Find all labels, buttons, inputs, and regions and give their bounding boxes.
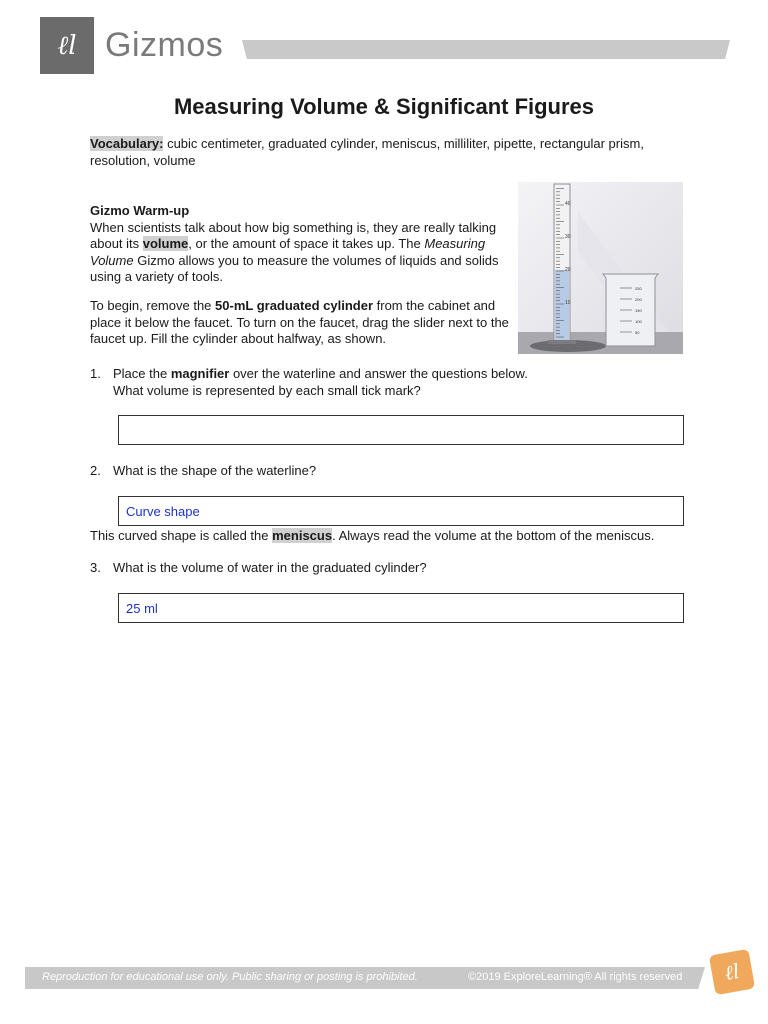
- vocabulary-terms: cubic centimeter, graduated cylinder, meniscus, milliliter, pipette, rectangular prism, resolution, volume: [90, 136, 644, 168]
- meniscus-note: [90, 528, 654, 543]
- volume-highlight: volume: [142, 236, 189, 251]
- beaker-tick-label: 250: [635, 286, 642, 291]
- tick-label: 10: [565, 300, 571, 306]
- note-text: . Always read the volume at the bottom of the meniscus.: [332, 528, 655, 543]
- question-text-part: What volume is represented by each small tick mark?: [113, 382, 421, 398]
- vocabulary-paragraph: [90, 136, 670, 169]
- header-decor-bar: [242, 40, 730, 59]
- page-title: Measuring Volume & Significant Figures: [173, 94, 595, 119]
- lab-illustration: [518, 182, 683, 354]
- answer-field-2[interactable]: Curve shape: [118, 496, 684, 526]
- instructions-paragraph: [90, 298, 510, 348]
- tick-label: 40: [565, 201, 571, 207]
- graduated-cylinder-figure: [518, 182, 683, 354]
- note-text: This curved shape is called the: [90, 528, 273, 543]
- beaker-tick-label: 150: [635, 308, 642, 313]
- question-2: [90, 463, 690, 480]
- question-number: 1.: [90, 366, 101, 381]
- tick-label: 20: [565, 267, 571, 273]
- question-text-part: over the waterline and answer the questions below.: [229, 366, 528, 381]
- vocabulary-label: Vocabulary:: [90, 136, 164, 151]
- beaker-tick-label: 200: [635, 297, 642, 302]
- footer-disclaimer: Reproduction for educational use only. Public sharing or posting is prohibited.: [42, 971, 418, 983]
- answer-field-1[interactable]: [118, 415, 684, 445]
- question-text: What is the volume of water in the graduated cylinder?: [113, 560, 427, 575]
- question-text: [113, 366, 673, 399]
- cylinder-name: 50-mL graduated cylinder: [215, 298, 374, 313]
- footer-copyright: ©2019 ExploreLearning® All rights reserved: [468, 971, 683, 983]
- question-text-part: Place the: [113, 366, 171, 381]
- tick-label: 30: [565, 234, 571, 240]
- question-text: What is the shape of the waterline?: [113, 463, 317, 478]
- question-number: 3.: [90, 560, 101, 575]
- instructions-text: from the cabinet and place it below the faucet. To turn on the faucet, drag the slider next to the faucet up. Fill the cylinder about halfway, as shown.: [90, 298, 509, 346]
- brand-name: Gizmos: [105, 26, 224, 64]
- instructions-text: To begin, remove the: [90, 298, 216, 313]
- question-number: 2.: [90, 463, 101, 478]
- explorelearning-logo-icon: ℓl: [57, 30, 77, 61]
- warmup-heading: Gizmo Warm-up: [90, 203, 190, 218]
- question-3: [90, 560, 690, 577]
- magnifier-term: magnifier: [170, 366, 230, 381]
- footer-logo-icon: ℓl: [709, 949, 755, 995]
- meniscus-highlight: meniscus: [272, 528, 333, 543]
- answer-field-3[interactable]: 25 ml: [118, 593, 684, 623]
- gizmo-name: Measuring Volume: [90, 236, 486, 268]
- beaker-tick-label: 50: [635, 330, 640, 335]
- beaker-tick-label: 100: [635, 319, 642, 324]
- warmup-text: , or the amount of space it takes up. The: [188, 236, 425, 251]
- warmup-text: Gizmo allows you to measure the volumes of liquids and solids using a variety of tools.: [90, 252, 499, 284]
- question-1: [90, 366, 690, 400]
- warmup-text: When scientists talk about how big something is, they are really talking about its: [90, 219, 497, 251]
- logo-box: [40, 17, 94, 74]
- warmup-paragraph: [90, 203, 510, 286]
